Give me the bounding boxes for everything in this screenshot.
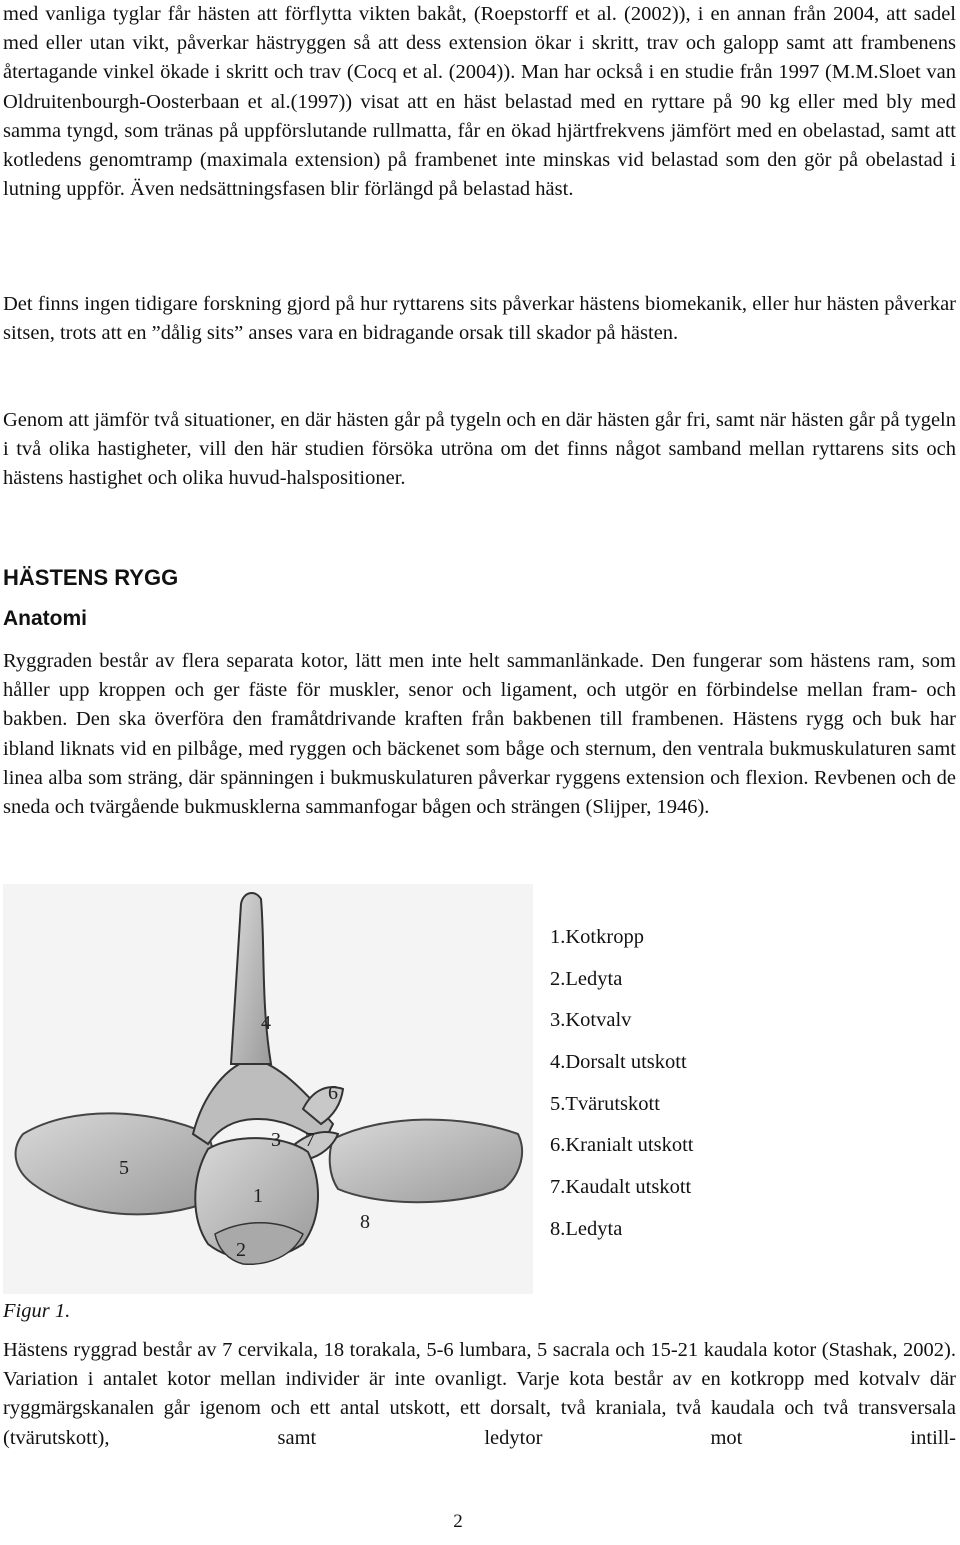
page-number: 2: [453, 1511, 463, 1532]
figure-label-7: 7: [305, 1129, 315, 1151]
legend-item: 8.Ledyta: [550, 1217, 623, 1240]
legend-item: 1.Kotkropp: [550, 926, 644, 948]
figure-caption: Figur 1.: [3, 1300, 71, 1322]
legend-item: 3.Kotvalv: [550, 1009, 632, 1032]
legend-item: 5.Tvärutskott: [550, 1092, 660, 1115]
legend-item: 2.Ledyta: [550, 967, 623, 990]
figure-label-5: 5: [119, 1157, 129, 1179]
figure-legend: [550, 922, 693, 1256]
figure-label-3: 3: [271, 1129, 281, 1151]
vertebra-figure: [3, 884, 533, 1294]
figure-label-1: 1: [253, 1185, 263, 1207]
paragraph-vertebra-count: Hästens ryggrad består av 7 cervikala, 18 torakala, 5-6 lumbara, 5 sacrala och 15-21 kaudala kotor (Stashak, 2002). Variation i antalet kotor mellan individer är inte ovanligt. Varje kota består av en kotkropp med kotvalv där ryggmärgskanalen går igenom och ett antal utskott, ett dorsalt, två kraniala, två kaudala och två transversala (tvärutskott), samt ledytor mot intill-: [3, 1339, 956, 1449]
figure-label-8: 8: [360, 1211, 370, 1233]
paragraph-spine-anatomy: Ryggraden består av flera separata kotor, lätt men inte helt sammanlänkade. Den fungerar som hästens ram, som håller upp kroppen och ger fäste för muskler, senor och ligament, och utgör en förbindelse mellan fram- och bakben. Den ska överföra den framåtdrivande kraften från bakbenen till frambenen. Hästens rygg och buk har ibland liknats vid en pilbåge, med ryggen och bäckenet som båge och sternum, den ventrala bukmuskulaturen samt linea alba som sträng, där spänningen i bukmuskulaturen påverkar ryggens extension och flexion. Revbenen och de sneda och tvärgående bukmusklerna sammanfogar bågen och strängen (Slijper, 1946).: [3, 650, 956, 819]
figure-label-6: 6: [328, 1082, 338, 1104]
paragraph-study-aim: Genom att jämför två situationer, en där hästen går på tygeln och en där hästen går fri, samt när hästen går på tygeln i två olika hastigheter, vill den här studien försöka utröna om det finns något samband mellan ryttarens sits och hästens hastighet och olika huvud-halspositioner.: [3, 409, 956, 490]
subsection-heading: Anatomi: [3, 607, 87, 630]
paragraph-intro-studies: med vanliga tyglar får hästen att förflytta vikten bakåt, (Roepstorff et al. (2002)), i en annan från 2004, att sadel med eller utan vikt, påverkar hästryggen så att dess extension ökar i skritt, trav och galopp samt att frambenens återtagande vinkel ökade i skritt och trav (Cocq et al. (2004)). Man har också i en studie från 1997 (M.M.Sloet van Oldruitenbourgh-Oosterbaan et al.(1997)) visat att en häst belastad med en ryttare på 90 kg eller med bly med samma tyngd, som tränas på uppförslutande rullmatta, får en ökad hjärtfrekvens jämfört med en obelastad, samt att kotledens genomtramp (maximala extension) på frambenet inte minskas vid belastad som den gör på obelastad i lutning uppför. Även nedsättningsfasen blir förlängd på belastad häst.: [3, 3, 956, 201]
transverse-process-right: [330, 1120, 522, 1203]
paragraph-no-previous-research: Det finns ingen tidigare forskning gjord på hur ryttarens sits påverkar hästens biomekanik, eller hur hästen påverkar sitsen, trots att en ”dålig sits” anses vara en bidragande orsak till skador på hästen.: [3, 293, 956, 345]
legend-item: 4.Dorsalt utskott: [550, 1051, 687, 1074]
legend-item: 7.Kaudalt utskott: [550, 1176, 692, 1199]
figure-label-4: 4: [261, 1012, 271, 1034]
figure-label-2: 2: [236, 1239, 246, 1261]
legend-item: 6.Kranialt utskott: [550, 1134, 694, 1157]
section-heading: HÄSTENS RYGG: [3, 565, 179, 590]
